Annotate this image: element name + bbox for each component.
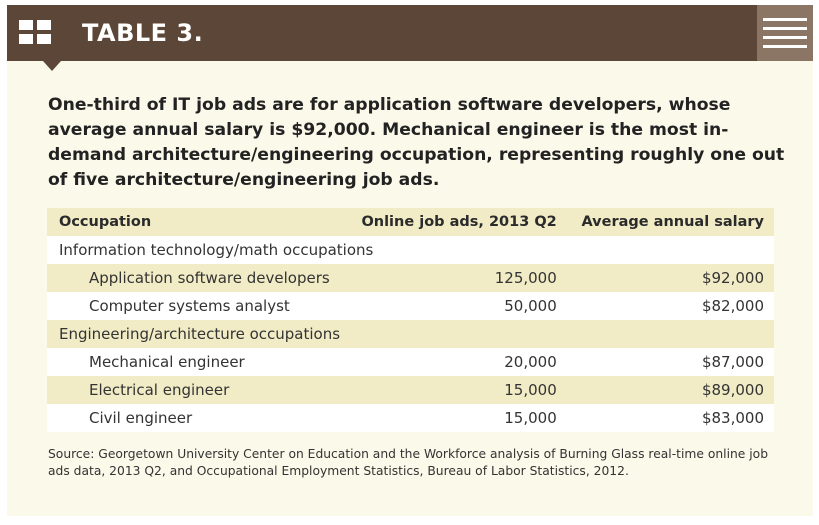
table-row [47,264,774,292]
header-pointer [43,61,61,71]
column-header-ads: Online job ads, 2013 Q2 [361,214,557,230]
occupation-cell: Civil engineer [89,409,193,427]
salary-cell: $92,000 [701,269,764,287]
headline: One-third of IT job ads are for application software developers, whose average annual salary is $92,000. Mechanical engineer is the most in-demand architecture/engineering occupation, representing roughly one out of five architecture/engineering job ads. [48,95,785,190]
group-label: Engineering/architecture occupations [59,325,341,343]
table-icon-box [7,5,63,61]
group-label: Information technology/math occupations [59,241,374,259]
table-row [47,404,774,432]
ads-cell: 15,000 [504,381,557,399]
occupation-cell: Computer systems analyst [89,297,290,315]
occupation-cell: Application software developers [89,269,330,287]
ads-cell: 20,000 [504,353,557,371]
table-row [47,348,774,376]
salary-cell: $89,000 [701,381,764,399]
data-table [47,208,774,432]
group-row [47,236,774,264]
ads-cell: 125,000 [494,269,557,287]
header-bar [7,5,813,61]
source-note: Source: Georgetown University Center on Education and the Workforce analysis of Burning Glass real-time online job ads data, 2013 Q2, and Occupational Employment Statistics, Bureau of Labor Statistics, 2012. [48,447,768,478]
table-row [47,292,774,320]
table-row [47,376,774,404]
occupation-cell: Mechanical engineer [89,353,245,371]
page-title: TABLE 3. [82,19,204,47]
column-header-salary: Average annual salary [581,214,764,230]
ads-cell: 50,000 [504,297,557,315]
table-icon [19,20,51,44]
group-row [47,320,774,348]
salary-cell: $83,000 [701,409,764,427]
table-card [7,5,813,516]
ads-cell: 15,000 [504,409,557,427]
occupation-cell: Electrical engineer [89,381,230,399]
table-header-row [47,208,774,236]
column-header-occupation: Occupation [59,214,152,230]
salary-cell: $87,000 [701,353,764,371]
menu-button[interactable] [757,5,813,61]
salary-cell: $82,000 [701,297,764,315]
menu-icon [763,14,807,54]
